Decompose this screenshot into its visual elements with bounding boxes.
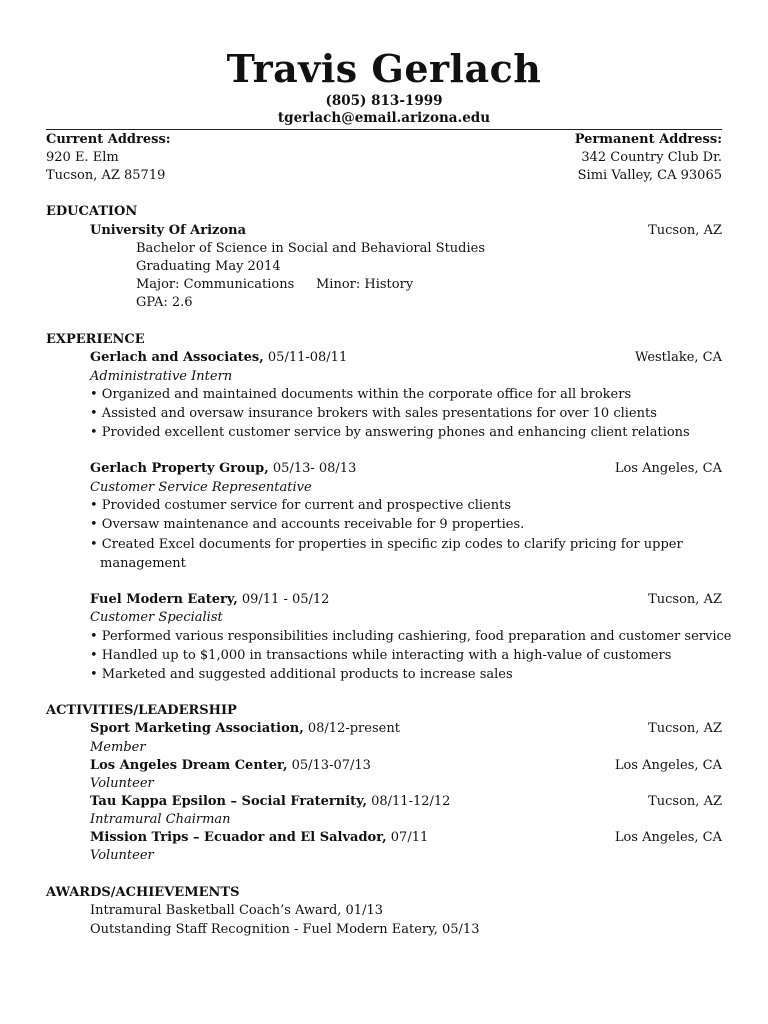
job-bullet: • Performed various responsibilities including cashiering, food preparation and customer service [90,629,732,644]
education-major: Major: Communications [136,277,295,292]
permanent-address-line1: 342 Country Club Dr. [581,150,722,165]
job-bullet: • Organized and maintained documents within the corporate office for all brokers [90,387,632,402]
job-title-line [90,460,356,478]
job-bullet: • Oversaw maintenance and accounts receivable for 9 properties. [90,517,525,532]
activity-dates: 08/12-present [303,721,400,736]
job-org: Fuel Modern Eatery, [90,592,238,607]
job-role: Administrative Intern [90,369,233,384]
current-address-line2: Tucson, AZ 85719 [46,168,166,183]
education-heading: EDUCATION [46,204,138,219]
activity-org: Mission Trips – Ecuador and El Salvador, [90,830,387,845]
activity-role: Volunteer [90,848,154,863]
activity-title-line [90,720,400,738]
activity-location: Tucson, AZ [648,794,722,809]
email-address: tgerlach@email.arizona.edu [277,110,491,126]
activities-heading: ACTIVITIES/LEADERSHIP [46,703,237,718]
education-location: Tucson, AZ [648,223,722,238]
activity-title-line [90,793,450,811]
education-minor: Minor: History [316,277,414,292]
awards-heading: AWARDS/ACHIEVEMENTS [46,885,240,900]
job-bullet: • Created Excel documents for properties in specific zip codes to clarify pricing for upper [90,537,683,552]
header-divider [46,129,722,130]
current-address-label: Current Address: [46,132,171,147]
job-location: Westlake, CA [635,350,722,365]
experience-heading: EXPERIENCE [46,332,145,347]
job-title-line [90,591,329,609]
job-title-line [90,349,347,367]
job-bullet: • Handled up to $1,000 in transactions while interacting with a high-value of customers [90,648,672,663]
activity-org: Sport Marketing Association, [90,721,304,736]
activity-dates: 08/11-12/12 [366,794,451,809]
activity-org: Los Angeles Dream Center, [90,758,288,773]
activity-location: Los Angeles, CA [614,758,722,773]
activity-role: Volunteer [90,776,154,791]
activity-org: Tau Kappa Epsilon – Social Fraternity, [90,794,367,809]
education-graduating: Graduating May 2014 [136,259,281,274]
activity-location: Los Angeles, CA [614,830,722,845]
job-bullet-continuation: management [100,556,186,571]
activity-title-line [90,829,428,847]
job-bullet: • Assisted and oversaw insurance brokers with sales presentations for over 10 clients [90,406,657,421]
education-gpa: GPA: 2.6 [136,295,193,310]
permanent-address-line2: Simi Valley, CA 93065 [577,168,722,183]
job-dates: 09/11 - 05/12 [237,592,330,607]
activity-location: Tucson, AZ [648,721,722,736]
resume-name: Travis Gerlach [226,46,542,91]
job-bullet: • Provided excellent customer service by answering phones and enhancing client relations [90,425,690,440]
activity-dates: 07/11 [386,830,429,845]
job-bullet: • Provided costumer service for current and prospective clients [90,498,511,513]
activity-role: Intramural Chairman [90,812,231,827]
phone-number: (805) 813-1999 [325,93,443,109]
job-dates: 05/11-08/11 [263,350,348,365]
education-degree: Bachelor of Science in Social and Behavioral Studies [136,241,486,256]
education-school: University Of Arizona [90,223,246,238]
job-location: Tucson, AZ [648,592,722,607]
activity-role: Member [90,740,146,755]
job-dates: 05/13- 08/13 [268,461,357,476]
activity-dates: 05/13-07/13 [287,758,371,773]
permanent-address-label: Permanent Address: [574,132,722,147]
award-item: Outstanding Staff Recognition - Fuel Modern Eatery, 05/13 [90,922,480,937]
job-role: Customer Service Representative [90,480,312,495]
current-address-line1: 920 E. Elm [46,150,119,165]
job-location: Los Angeles, CA [614,461,722,476]
activity-title-line [90,757,371,775]
job-org: Gerlach and Associates, [90,350,264,365]
job-role: Customer Specialist [90,610,223,625]
award-item: Intramural Basketball Coach’s Award, 01/13 [90,903,384,918]
job-org: Gerlach Property Group, [90,461,269,476]
job-bullet: • Marketed and suggested additional products to increase sales [90,667,513,682]
